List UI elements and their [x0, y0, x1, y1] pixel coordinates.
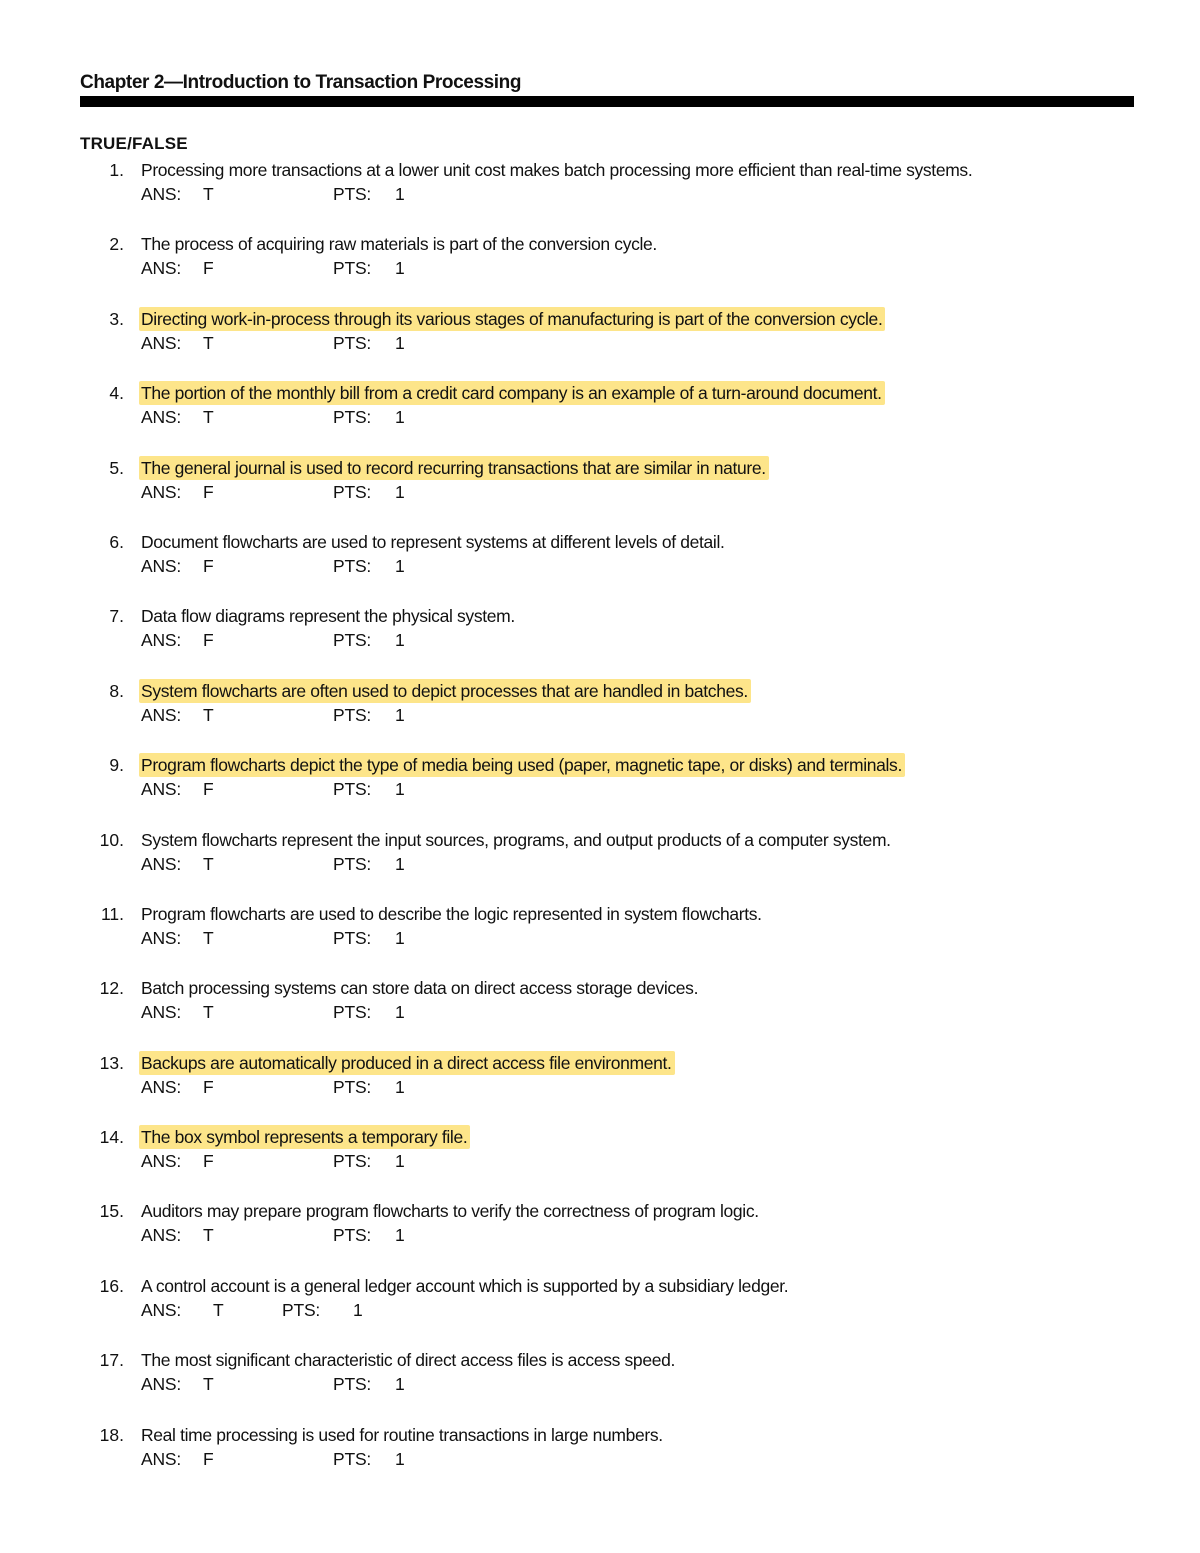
question-item [0, 530, 1200, 604]
question-item [0, 753, 1200, 827]
answer-label: ANS: [141, 630, 182, 651]
points-label: PTS: [333, 555, 372, 576]
answer-label: ANS: [141, 1448, 182, 1469]
points-value: 1 [395, 481, 405, 502]
points-value: 1 [395, 853, 405, 874]
points-value: 1 [395, 1076, 405, 1097]
points-label: PTS: [333, 779, 372, 800]
points-value: 1 [395, 704, 405, 725]
question-text: Real time processing is used for routine transactions in large numbers. [141, 1424, 663, 1445]
question-text: Program flowcharts are used to describe the logic represented in system flowcharts. [141, 903, 762, 924]
question-number: 17. [99, 1350, 124, 1371]
answer-label: ANS: [141, 704, 182, 725]
points-value: 1 [395, 779, 405, 800]
answer-label: ANS: [141, 1151, 182, 1172]
question-list [0, 158, 1200, 1497]
answer-row [141, 1447, 541, 1471]
question-text: Batch processing systems can store data on direct access storage devices. [141, 978, 699, 999]
question-item [0, 158, 1200, 232]
question-text-highlighted: The box symbol represents a temporary file. [139, 1125, 470, 1149]
answer-row [141, 1223, 541, 1247]
answer-row [141, 480, 541, 504]
answer-value: T [203, 927, 214, 948]
points-value: 1 [395, 332, 405, 353]
points-label: PTS: [333, 1374, 372, 1395]
question-text-highlighted: The portion of the monthly bill from a credit card company is an example of a turn-around document. [139, 381, 885, 405]
question-item [0, 1423, 1200, 1497]
answer-label: ANS: [141, 927, 182, 948]
question-text-highlighted: Program flowcharts depict the type of media being used (paper, magnetic tape, or disks) and terminals. [139, 753, 905, 777]
answer-row [141, 256, 541, 280]
answer-value: T [203, 704, 214, 725]
points-label: PTS: [333, 1151, 372, 1172]
question-number: 11. [100, 903, 124, 924]
points-value: 1 [395, 1002, 405, 1023]
answer-label: ANS: [141, 184, 182, 204]
question-number: 5. [109, 457, 124, 478]
question-item [0, 232, 1200, 306]
points-label: PTS: [333, 1448, 372, 1469]
points-value: 1 [395, 1151, 405, 1172]
points-label: PTS: [282, 1299, 321, 1320]
points-value: 1 [395, 407, 405, 428]
title-rule [80, 96, 1134, 107]
answer-row [141, 1298, 541, 1322]
answer-label: ANS: [141, 332, 182, 353]
question-item [0, 902, 1200, 976]
answer-value: T [203, 853, 214, 874]
question-text-highlighted: Directing work-in-process through its various stages of manufacturing is part of the conversion cycle. [139, 307, 885, 331]
answer-row [141, 1000, 541, 1024]
points-label: PTS: [333, 1225, 372, 1246]
question-number: 16. [99, 1275, 124, 1296]
points-value: 1 [395, 1374, 405, 1395]
question-item [0, 679, 1200, 753]
answer-row [141, 777, 541, 801]
question-item [0, 381, 1200, 455]
points-value: 1 [395, 1225, 405, 1246]
question-text-highlighted: System flowcharts are often used to depict processes that are handled in batches. [139, 679, 751, 703]
points-label: PTS: [333, 258, 372, 279]
answer-value: F [203, 555, 214, 576]
answer-row [141, 1149, 541, 1173]
points-label: PTS: [333, 407, 372, 428]
question-item [0, 1051, 1200, 1125]
answer-label: ANS: [141, 853, 182, 874]
question-item [0, 604, 1200, 678]
question-number: 3. [109, 308, 124, 329]
answer-value: T [213, 1299, 224, 1320]
points-value: 1 [395, 1448, 405, 1469]
answer-value: T [203, 184, 214, 204]
answer-row [141, 852, 541, 876]
question-text: System flowcharts represent the input sources, programs, and output products of a computer system. [141, 829, 891, 850]
answer-value: T [203, 407, 214, 428]
answer-value: T [203, 332, 214, 353]
chapter-title: Chapter 2—Introduction to Transaction Processing [80, 72, 522, 93]
question-text: Data flow diagrams represent the physical system. [141, 606, 515, 627]
points-label: PTS: [333, 630, 372, 651]
question-number: 7. [109, 606, 124, 627]
question-number: 10. [99, 829, 124, 850]
answer-value: F [203, 1448, 214, 1469]
answer-label: ANS: [141, 407, 182, 428]
section-heading: TRUE/FALSE [80, 134, 188, 153]
question-item [0, 976, 1200, 1050]
answer-label: ANS: [141, 1076, 182, 1097]
question-number: 1. [109, 160, 124, 180]
points-value: 1 [395, 555, 405, 576]
points-label: PTS: [333, 332, 372, 353]
points-value: 1 [395, 258, 405, 279]
question-number: 14. [99, 1127, 124, 1148]
points-value: 1 [395, 630, 405, 651]
answer-value: F [203, 779, 214, 800]
answer-value: T [203, 1002, 214, 1023]
question-number: 8. [109, 680, 124, 701]
question-item [0, 1274, 1200, 1348]
answer-value: F [203, 258, 214, 279]
answer-row [141, 182, 541, 206]
points-value: 1 [395, 927, 405, 948]
question-item [0, 1125, 1200, 1199]
answer-value: T [203, 1225, 214, 1246]
answer-row [141, 703, 541, 727]
answer-label: ANS: [141, 1374, 182, 1395]
answer-value: F [203, 630, 214, 651]
question-number: 6. [109, 531, 124, 552]
answer-row [141, 628, 541, 652]
answer-row [141, 926, 541, 950]
answer-value: F [203, 1151, 214, 1172]
question-text-highlighted: The general journal is used to record recurring transactions that are similar in nature. [139, 456, 769, 480]
answer-value: F [203, 481, 214, 502]
question-item [0, 1348, 1200, 1422]
question-text: Auditors may prepare program flowcharts to verify the correctness of program logic. [141, 1201, 759, 1222]
answer-value: F [203, 1076, 214, 1097]
question-text-highlighted: Backups are automatically produced in a direct access file environment. [139, 1051, 675, 1075]
question-text: The process of acquiring raw materials is part of the conversion cycle. [141, 234, 657, 255]
points-label: PTS: [333, 1002, 372, 1023]
question-text: Document flowcharts are used to represent systems at different levels of detail. [141, 531, 725, 552]
points-label: PTS: [333, 927, 372, 948]
question-number: 2. [109, 234, 124, 255]
points-label: PTS: [333, 184, 372, 204]
points-value: 1 [353, 1299, 363, 1320]
answer-label: ANS: [141, 555, 182, 576]
answer-row [141, 331, 541, 355]
points-label: PTS: [333, 853, 372, 874]
question-text: Processing more transactions at a lower unit cost makes batch processing more efficient than real-time systems. [141, 160, 973, 180]
question-item [0, 456, 1200, 530]
answer-row [141, 405, 541, 429]
question-text: A control account is a general ledger account which is supported by a subsidiary ledger. [141, 1275, 789, 1296]
answer-label: ANS: [141, 1299, 182, 1320]
answer-row [141, 1372, 541, 1396]
points-label: PTS: [333, 481, 372, 502]
answer-label: ANS: [141, 1225, 182, 1246]
answer-label: ANS: [141, 1002, 182, 1023]
points-value: 1 [395, 184, 405, 204]
question-number: 4. [109, 383, 124, 404]
question-item [0, 828, 1200, 902]
question-number: 9. [109, 755, 124, 776]
answer-row [141, 554, 541, 578]
question-number: 12. [99, 978, 124, 999]
answer-label: ANS: [141, 779, 182, 800]
question-number: 13. [99, 1052, 124, 1073]
question-number: 15. [99, 1201, 124, 1222]
question-number: 18. [99, 1424, 124, 1445]
answer-row [141, 1075, 541, 1099]
points-label: PTS: [333, 1076, 372, 1097]
question-text: The most significant characteristic of direct access files is access speed. [141, 1350, 675, 1371]
answer-label: ANS: [141, 481, 182, 502]
answer-value: T [203, 1374, 214, 1395]
question-item [0, 307, 1200, 381]
question-item [0, 1199, 1200, 1273]
answer-label: ANS: [141, 258, 182, 279]
points-label: PTS: [333, 704, 372, 725]
